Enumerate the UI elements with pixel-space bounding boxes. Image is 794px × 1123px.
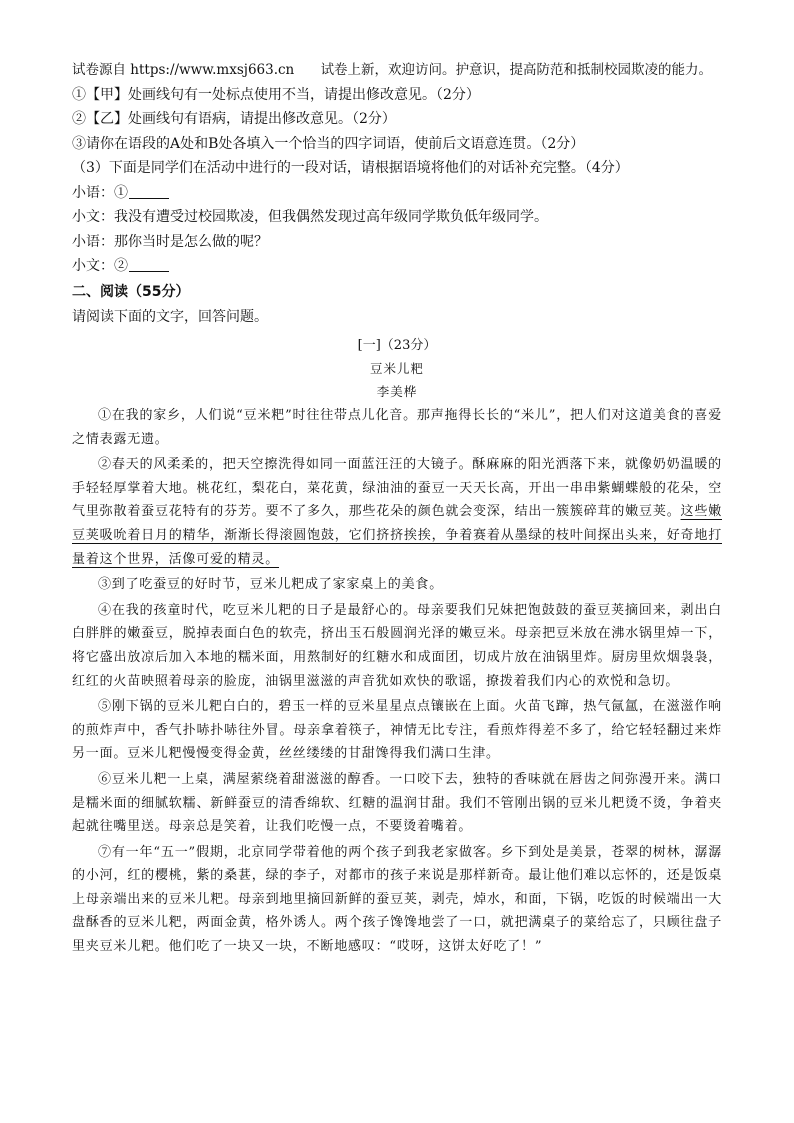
article-paragraph-5: ⑤刚下锅的豆米儿粑白白的，碧玉一样的豆米星星点点镶嵌在上面。火苗飞蹿，热气氤氲，在滋滋作响的煎炸声中，香气扑哧扑哧往外冒。母亲拿着筷子，神情无比专注，看煎炸得差不多了，给它轻轻翻过来炸另一面。豆米儿粑慢慢变得金黄，丝丝缕缕的甘甜馋得我们满口生津。 (72, 699, 722, 762)
part-label: [一]（23分） (357, 338, 437, 353)
source-url-link[interactable]: https://www.mxsj663.cn (130, 62, 295, 78)
dialogue-text: 小文：② (72, 258, 128, 274)
article-paragraph-1: ①在我的家乡，人们说“豆米粑”时往往带点儿化音。那声拖得长长的“米儿”，把人们对这道美食的喜爱之情表露无遗。 (72, 408, 722, 447)
underlined-sentence: 这些嫩豆荚吸吮着日月的精华，渐渐长得滚圆饱鼓，它们挤挤挨挨，争着赛着从墨绿的枝叶间探出头来，好奇地打量着这个世界，活像可爱的精灵。 (72, 504, 722, 567)
article-paragraph-3: ③到了吃蚕豆的好时节，豆米儿粑成了家家桌上的美食。 (98, 577, 444, 593)
dialogue-text: 小语：① (72, 184, 128, 201)
article-author: 李美桦 (376, 384, 418, 399)
article-paragraph-2 (72, 453, 722, 571)
answer-blank-2[interactable] (129, 256, 169, 272)
article-title: 豆米儿粑 (369, 361, 424, 376)
dialogue-line-1 (72, 181, 722, 206)
question-4: （3）下面是同学们在活动中进行的一段对话，请根据语境将他们的对话补充完整。（4分） (72, 160, 629, 176)
question-2: ②【乙】处画线句有语病，请提出修改意见。（2分） (72, 111, 396, 127)
article-paragraph-4: ④在我的孩童时代，吃豆米儿粑的日子是最舒心的。母亲要我们兄妹把饱鼓鼓的蚕豆荚摘回来，剥出白白胖胖的嫩蚕豆，脱掉表面白色的软壳，挤出玉石般圆润光泽的嫩豆米。母亲把豆米放在沸水锅里焯一下，将它盛出放凉后加入本地的糯米面，用熬制好的红糖水和成面团，切成片放在油锅里炸。厨房里炊烟袅袅，红红的火苗映照着母亲的脸庞，油锅里滋滋的声音犹如欢快的歌谣，撩拨着我们内心的欢悦和急切。 (72, 602, 722, 689)
source-notice: 试卷上新，欢迎访问。 (320, 62, 456, 78)
dialogue-line-2: 小文：我没有遭受过校园欺凌，但我偶然发现过高年级同学欺负低年级同学。 (72, 209, 548, 225)
article-paragraph-7: ⑦有一年“五一”假期，北京同学带着他的两个孩子到我老家做客。乡下到处是美景，苍翠的树林，潺潺的小河，红的樱桃，紫的桑葚，绿的李子，对都市的孩子来说是那样新奇。最让他们难以忘怀的，还是饭桌上母亲端出来的豆米儿粑。母亲到地里摘回新鲜的蚕豆荚，剥壳，焯水，和面，下锅，吃饭的时候端出一大盘酥香的豆米儿粑，两面金黄，格外诱人。两个孩子馋馋地尝了一口，就把满桌子的菜给忘了，只顾往盘子里夹豆米儿粑。他们吃了一块又一块，不断地感叹：“哎呀，这饼太好吃了！” (72, 844, 722, 955)
paragraph-text: ②春天的风柔柔的，把天空擦洗得如同一面蓝汪汪的大镜子。酥麻麻的阳光洒落下来，就像奶奶温暖的手轻轻厚掌着大地。桃花红，梨花白，菜花黄，绿油油的蚕豆一天天长高，开出一串串紫蝴蝶般的花朵，空气里弥散着蚕豆花特有的芬芳。要不了多久，那些花朵的颜色就会变深，结出一簇簇碎茸的嫩豆荚。 (72, 457, 722, 520)
article-paragraph-6: ⑥豆米儿粑一上桌，满屋萦绕着甜滋滋的醇香。一口咬下去，独特的香味就在唇齿之间弥漫开来。满口是糯米面的细腻软糯、新鲜蚕豆的清香绵软、红糖的温润甘甜。我们不管刚出锅的豆米儿粑烫不烫，争着夹起就往嘴里送。母亲总是笑着，让我们吃慢一点，不要烫着嘴着。 (72, 771, 722, 835)
dialogue-line-3: 小语：那你当时是怎么做的呢？ (72, 233, 268, 250)
dialogue-line-4 (72, 254, 722, 279)
source-label: 试卷源自 (72, 62, 126, 78)
section-heading: 二、阅读（55分） (72, 283, 190, 300)
question-3: ③请你在语段的A处和B处各填入一个恰当的四字词语，使前后文语意连贯。（2分） (72, 135, 585, 152)
question-1: ①【甲】处画线句有一处标点使用不当，请提出修改意见。（2分） (72, 86, 480, 103)
continued-text: 护意识，提高防范和抵制校园欺凌的能力。 (455, 62, 713, 78)
reading-instruction: 请阅读下面的文字，回答问题。 (72, 308, 268, 325)
answer-blank-1[interactable] (129, 183, 169, 199)
source-header (72, 58, 722, 83)
